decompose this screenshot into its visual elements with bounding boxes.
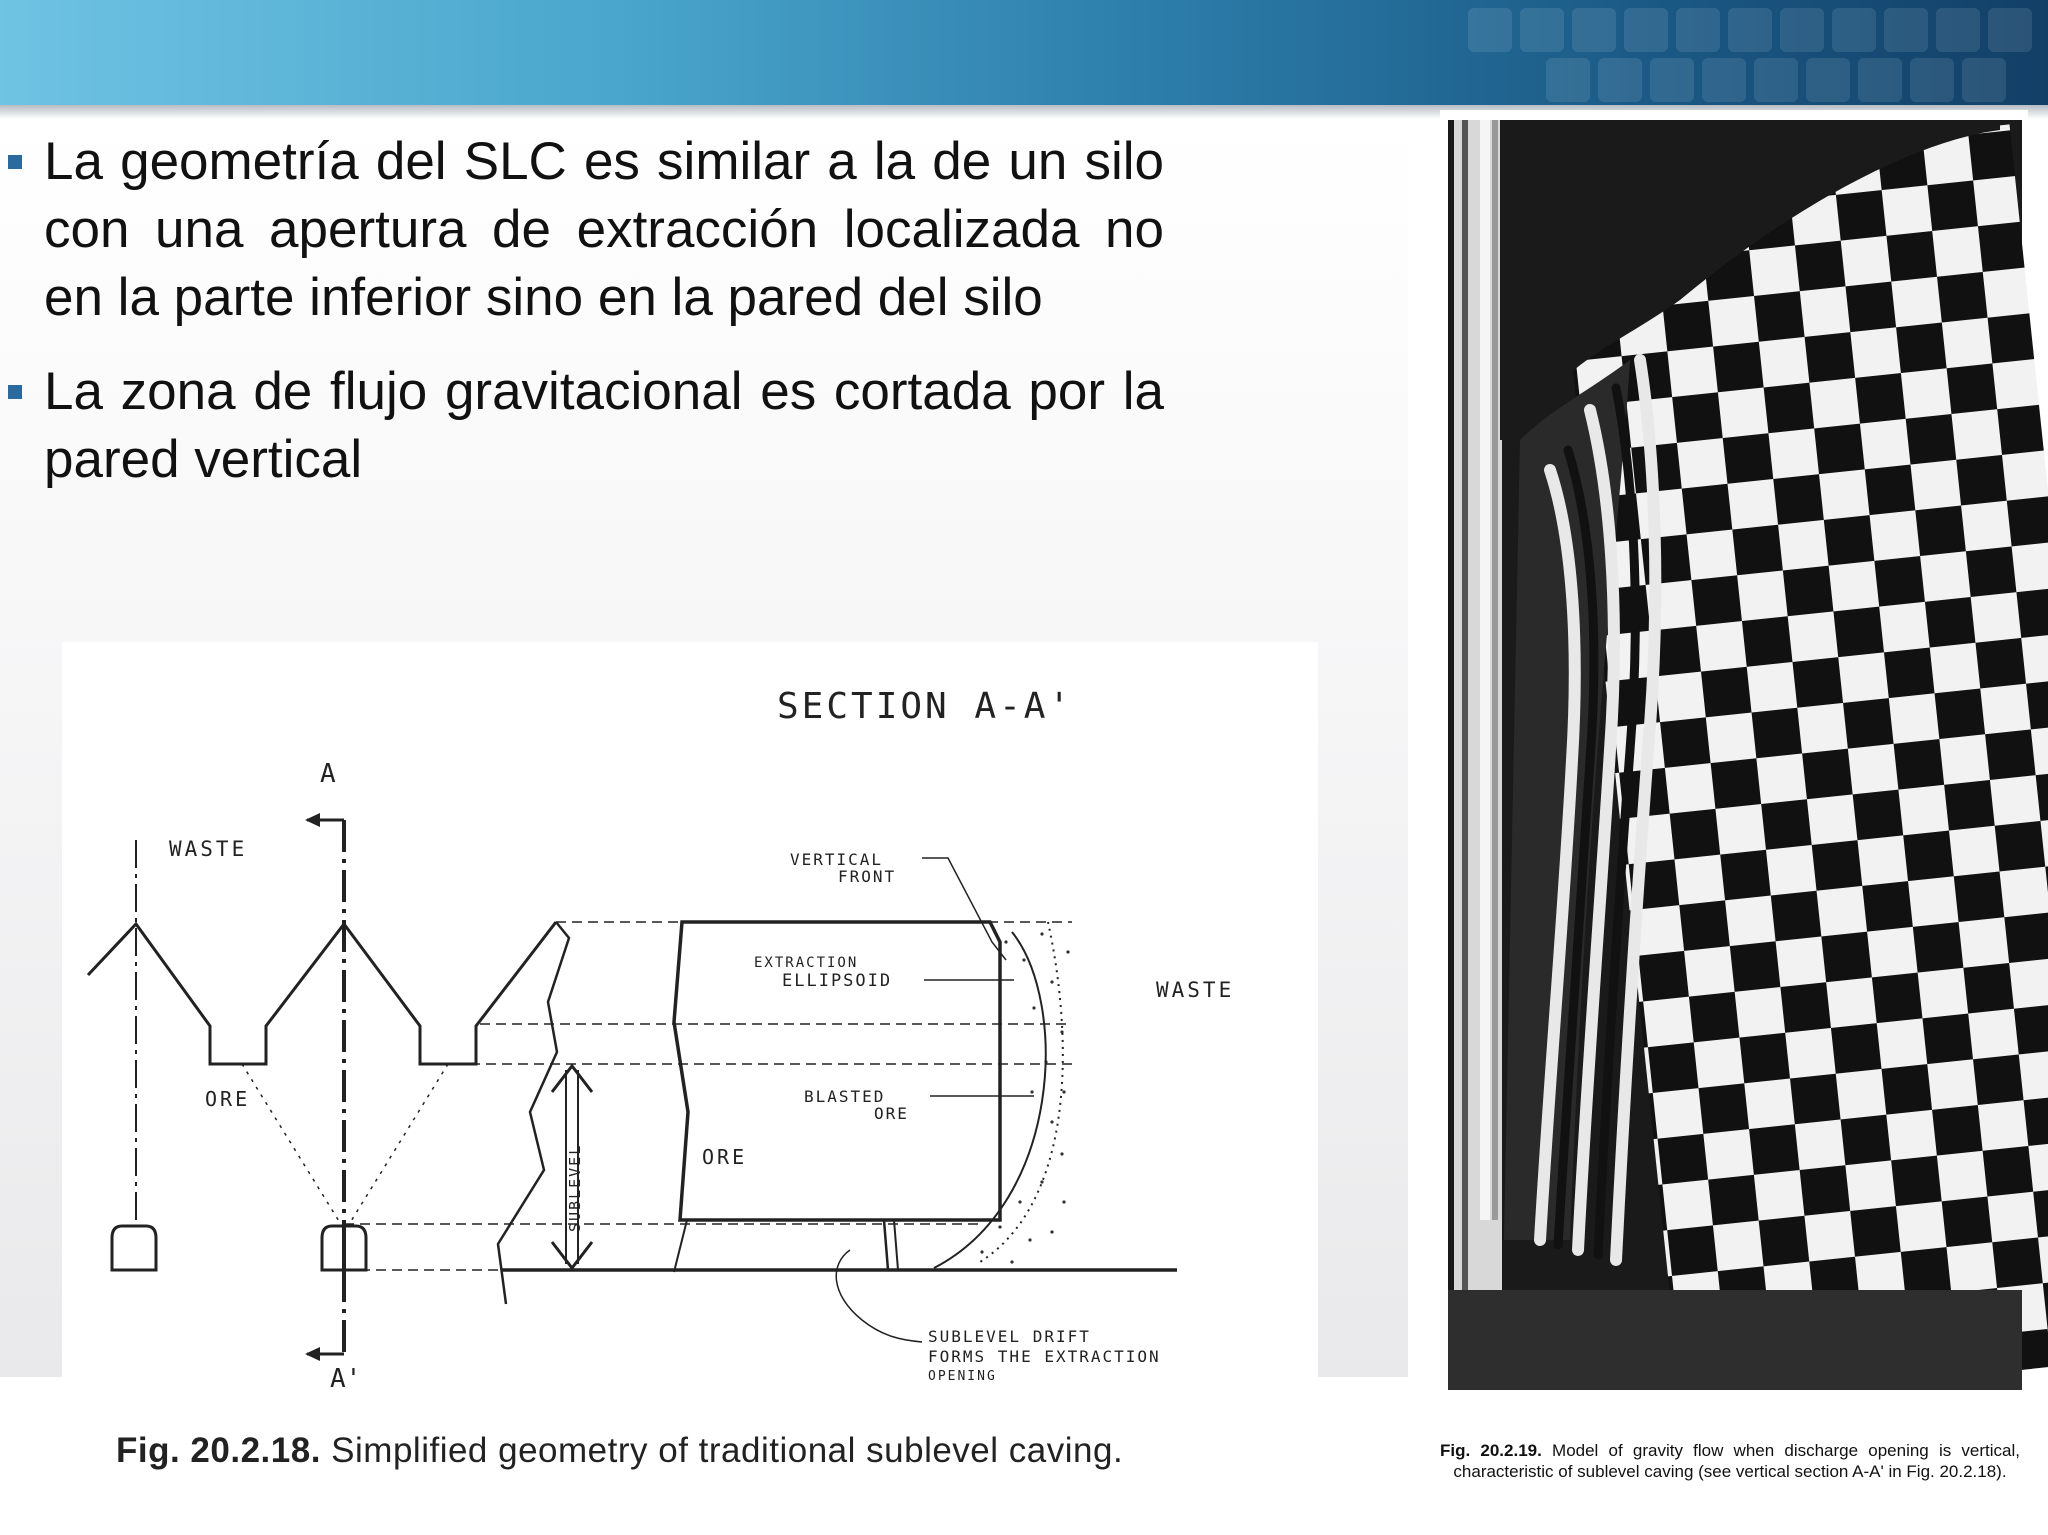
header-decoration xyxy=(1408,0,2048,105)
ore-center-label: ORE xyxy=(702,1145,748,1169)
diagram-label: FORMS THE EXTRACTION xyxy=(928,1347,1161,1366)
square-bullet-icon xyxy=(8,155,22,169)
figure-caption-right xyxy=(1440,1440,2020,1482)
diagram-label: VERTICAL xyxy=(790,850,884,869)
diagram-label: BLASTED xyxy=(804,1087,886,1106)
gravity-flow-model-photo xyxy=(1440,110,2028,1408)
bullet-text-1: La geometría del SLC es similar a la de un silo con una apertura de extracción localizada no en la parte inferior sino en la pared del silo xyxy=(44,132,1164,327)
diagram-label: ORE xyxy=(874,1104,909,1123)
diagram-label: EXTRACTION xyxy=(754,955,859,971)
sublevel-label: SUBLEVEL xyxy=(566,1143,584,1232)
square-bullet-icon xyxy=(8,385,22,399)
diagram-label: OPENING xyxy=(928,1369,997,1384)
section-diagram xyxy=(62,642,1318,1394)
bullet-text-2: La zona de flujo gravitacional es cortada por la pared vertical xyxy=(44,362,1164,489)
bullet-item-2 xyxy=(8,358,1164,494)
figure-caption-left xyxy=(116,1431,1256,1471)
waste-left-label: WASTE xyxy=(169,837,248,861)
diagram-label: FRONT xyxy=(838,867,897,886)
caption-right-number: Fig. 20.2.19. xyxy=(1440,1441,1542,1460)
label-a-top: A xyxy=(320,759,336,789)
section-title: SECTION A-A' xyxy=(777,686,1074,727)
caption-left-text: Simplified geometry of traditional sublevel caving. xyxy=(331,1431,1124,1470)
caption-right-text: Model of gravity flow when discharge opening is vertical, characteristic of sublevel caving (see vertical section A-A' in Fig. 20.2.18). xyxy=(1453,1441,2020,1481)
waste-right-label: WASTE xyxy=(1156,978,1235,1002)
ore-left-label: ORE xyxy=(205,1087,251,1111)
bullet-item-1 xyxy=(8,128,1164,332)
header-band xyxy=(0,0,2048,105)
caption-left-number: Fig. 20.2.18. xyxy=(116,1431,321,1470)
diagram-label: ELLIPSOID xyxy=(782,971,893,991)
diagram-label: SUBLEVEL DRIFT xyxy=(928,1327,1091,1346)
label-a-bottom: A' xyxy=(330,1364,362,1394)
bullet-list xyxy=(8,128,1164,520)
